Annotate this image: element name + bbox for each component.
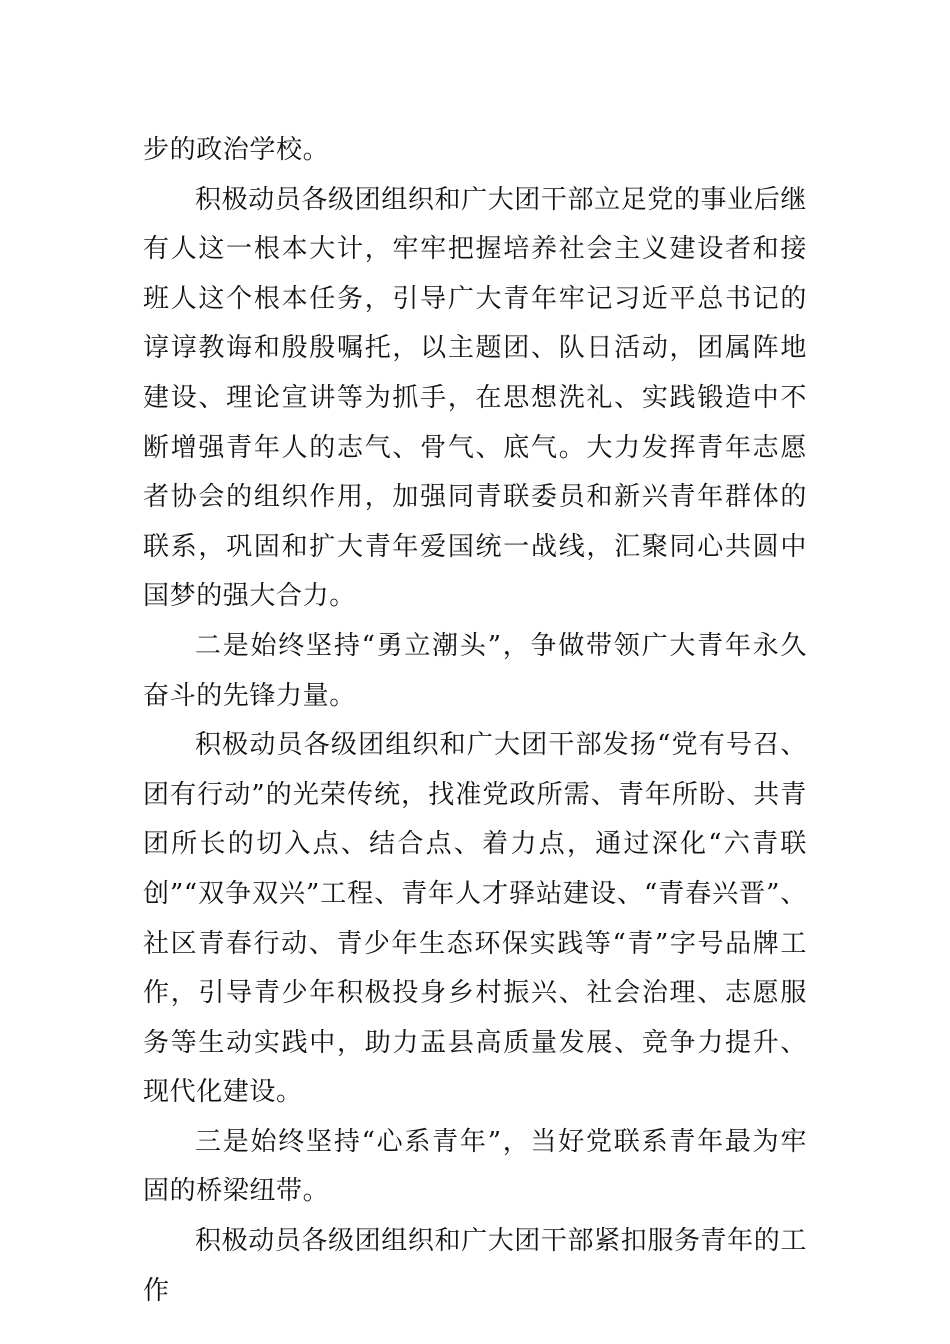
paragraph-heading-three: 三是始终坚持“心系青年”，当好党联系青年最为牢固的桥梁纽带。 <box>143 1126 807 1207</box>
body-text <box>143 126 807 1316</box>
paragraph-mobilize-action: 积极动员各级团组织和广大团干部发扬“党有号召、团有行动”的光荣传统，找准党政所需、青年所盼、共青团所长的切入点、结合点、着力点，通过深化“六青联创”“双争双兴”工程、青年人才驿站建设、“青春兴晋”、社区青春行动、青少年生态环保实践等“青”字号品牌工作，引导青少年积极投身乡村振兴、社会治理、志愿服务等生动实践中，助力盂县高质量发展、竞争力提升、现代化建设。 <box>143 730 807 1108</box>
paragraph-mobilize-foundation: 积极动员各级团组织和广大团干部立足党的事业后继有人这一根本大计，牢牢把握培养社会主义建设者和接班人这个根本任务，引导广大青年牢记习近平总书记的谆谆教诲和殷殷嘱托，以主题团、队日活动，团属阵地建设、理论宣讲等为抓手，在思想洗礼、实践锻造中不断增强青年人的志气、骨气、底气。大力发挥青年志愿者协会的组织作用，加强同青联委员和新兴青年群体的联系，巩固和扩大青年爱国统一战线，汇聚同心共圆中国梦的强大合力。 <box>143 184 807 612</box>
paragraph-mobilize-service: 积极动员各级团组织和广大团干部紧扣服务青年的工作 <box>143 1226 807 1306</box>
paragraph-continuation: 步的政治学校。 <box>143 135 330 165</box>
paragraph-heading-two: 二是始终坚持“勇立潮头”，争做带领广大青年永久奋斗的先锋力量。 <box>143 630 807 711</box>
